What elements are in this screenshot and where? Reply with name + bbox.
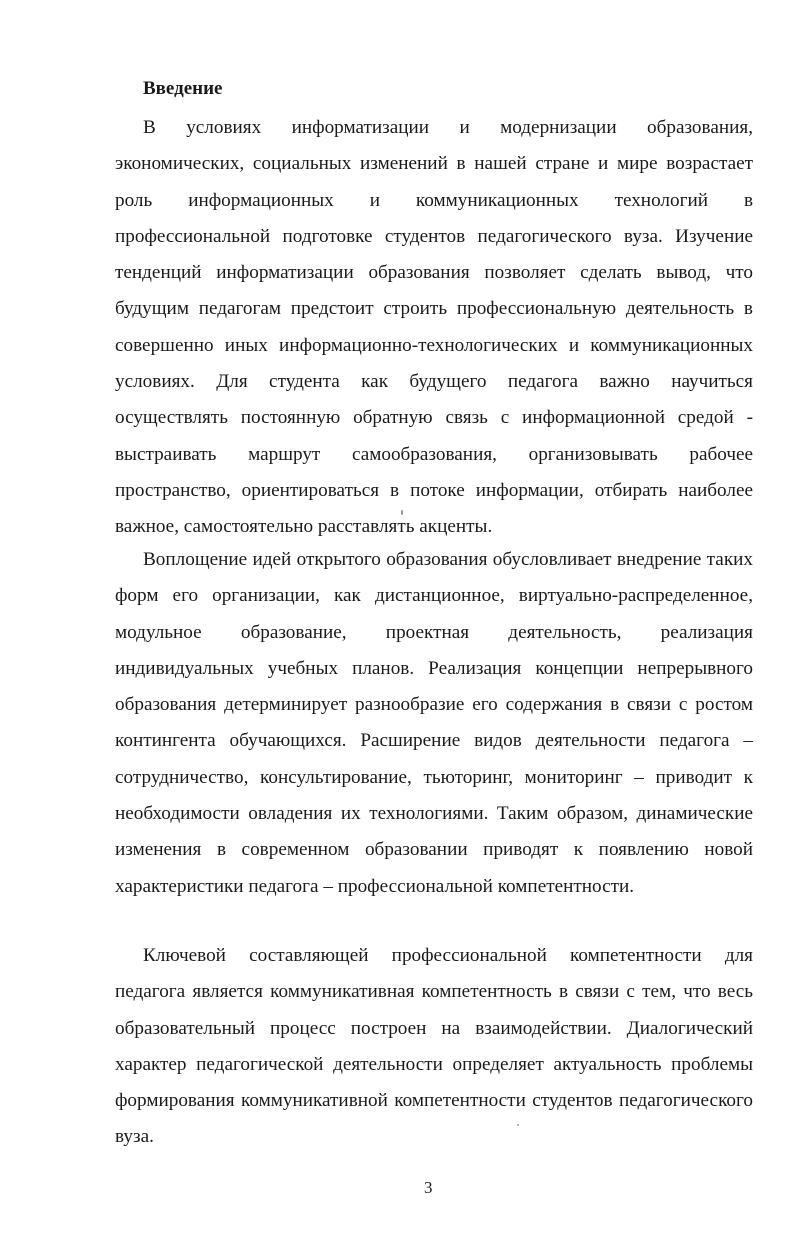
paragraph-3: Ключевой составляющей профессиональной компетентности для педагога является коммуникативная компетентность в связи с тем, что весь образовательный процесс построен на взаимодействии. Диалогический характер педагогической деятельности определяет актуальность проблемы формирования коммуникативной компетентности студентов педагогического вуза. (115, 945, 753, 1148)
paragraph-2: Воплощение идей открытого образования обусловливает внедрение таких форм его организации, как дистанционное, виртуально-распределенное, модульное образование, проектная деятельность, реализация индивидуальных учебных планов. Реализация концепции непрерывного образования детерминирует разнообразие его содержания в связи с ростом контингента обучающихся. Расширение видов деятельности педагога – сотрудничество, консультирование, тьюторинг, мониторинг – приводит к необходимости овладения их технологиями. Таким образом, динамические изменения в современном образовании приводят к появлению новой характеристики педагога – профессиональной компетентности. (115, 549, 753, 897)
section-heading: Введение (143, 78, 223, 99)
scan-speck (517, 1124, 519, 1126)
page-number: 3 (424, 1178, 433, 1197)
scan-speck (401, 510, 403, 515)
paragraph-1: В условиях информатизации и модернизации образования, экономических, социальных изменений в нашей стране и мире возрастает роль информационных и коммуникационных технологий в профессиональной подготовке студентов педагогического вуза. Изучение тенденций информатизации образования позволяет сделать вывод, что будущим педагогам предстоит строить профессиональную деятельность в совершенно иных информационно-технологических и коммуникационных условиях. Для студента как будущего педагога важно научиться осуществлять постоянную обратную связь с информационной средой - выстраивать маршрут самообразования, организовывать рабочее пространство, ориентироваться в потоке информации, отбирать наиболее важное, самостоятельно расставлять акценты. (115, 117, 753, 538)
